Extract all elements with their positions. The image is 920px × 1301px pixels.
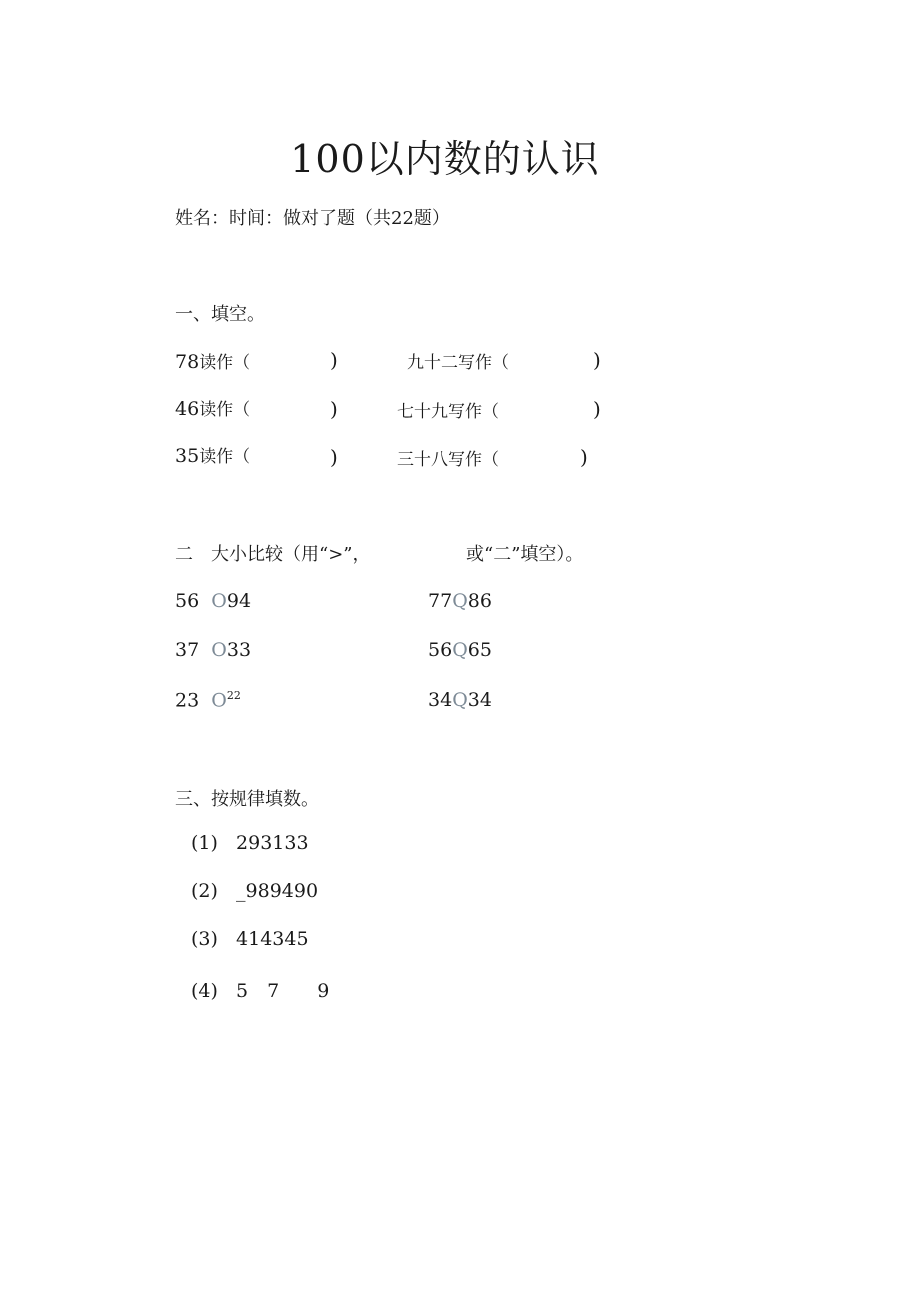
page-title: 100以内数的认识 (290, 137, 600, 181)
sequence-label: (4) (191, 980, 218, 1002)
fill-label: 九十二写作（ (407, 353, 509, 373)
sequence-values: 293133 (236, 832, 309, 854)
compare-number: 37 (175, 639, 200, 661)
compare-number: 56 (175, 590, 200, 612)
fill-label: 读作（ (199, 353, 251, 373)
compare-circle-blank: O (211, 689, 227, 712)
fill-row-1-right (407, 348, 509, 373)
section-2-heading-part1: 二 大小比较（用“>”， (175, 544, 371, 565)
compare-number: 34 (467, 689, 492, 711)
fill-close-paren: ) (330, 445, 338, 469)
compare-row-1-right (428, 590, 492, 612)
sequence-label: (3) (191, 928, 218, 950)
fill-close-paren: ) (330, 397, 338, 421)
compare-number: 65 (467, 639, 492, 661)
fill-label: 读作（ (199, 400, 251, 420)
compare-circle-blank: O (211, 639, 227, 661)
section-2-heading-part2: 或“二”填空）。 (466, 544, 584, 565)
compare-circle-blank: Q (452, 590, 468, 612)
sequence-values: 414345 (236, 928, 309, 950)
compare-row-1-left (175, 590, 251, 612)
fill-number: 78 (175, 351, 200, 373)
compare-circle-blank: Q (452, 639, 468, 661)
compare-number: 86 (467, 590, 492, 612)
fill-number: 35 (175, 445, 200, 467)
student-info-line: 姓名：时间：做对了题（共22题） (175, 208, 450, 229)
sequence-item-3 (191, 928, 309, 950)
compare-number: 77 (428, 590, 453, 612)
fill-close-paren: ) (593, 397, 601, 421)
compare-row-2-right (428, 639, 492, 661)
sequence-values: _989490 (236, 880, 319, 902)
compare-number: 34 (428, 689, 453, 711)
fill-label: 读作（ (199, 447, 251, 467)
compare-number-small: 22 (226, 689, 241, 702)
fill-row-3-left (175, 442, 250, 467)
fill-close-paren: ) (330, 348, 338, 372)
compare-row-3-left (175, 689, 241, 711)
fill-close-paren: ) (580, 445, 588, 469)
compare-number: 23 (175, 689, 200, 712)
fill-row-2-right (397, 397, 499, 422)
section-1-heading: 一、填空。 (175, 304, 265, 325)
compare-circle-blank: O (211, 590, 227, 612)
sequence-item-1 (191, 832, 309, 854)
compare-row-3-right (428, 689, 492, 711)
fill-number: 46 (175, 398, 200, 420)
section-3-heading: 三、按规律填数。 (175, 789, 319, 810)
sequence-values: 5 7 9 (236, 980, 330, 1002)
fill-row-3-right (397, 445, 499, 470)
fill-row-2-left (175, 395, 250, 420)
compare-number: 94 (226, 590, 252, 612)
compare-row-2-left (175, 639, 251, 661)
sequence-label: (1) (191, 832, 218, 854)
sequence-label: (2) (191, 880, 218, 902)
compare-circle-blank: Q (452, 689, 468, 711)
fill-close-paren: ) (593, 348, 601, 372)
fill-label: 三十八写作（ (397, 450, 499, 470)
sequence-item-4 (191, 976, 329, 1003)
fill-row-1-left (175, 348, 250, 373)
compare-number: 56 (428, 639, 453, 661)
fill-label: 七十九写作（ (397, 402, 499, 422)
compare-number: 33 (226, 639, 252, 661)
sequence-item-2 (191, 880, 318, 902)
